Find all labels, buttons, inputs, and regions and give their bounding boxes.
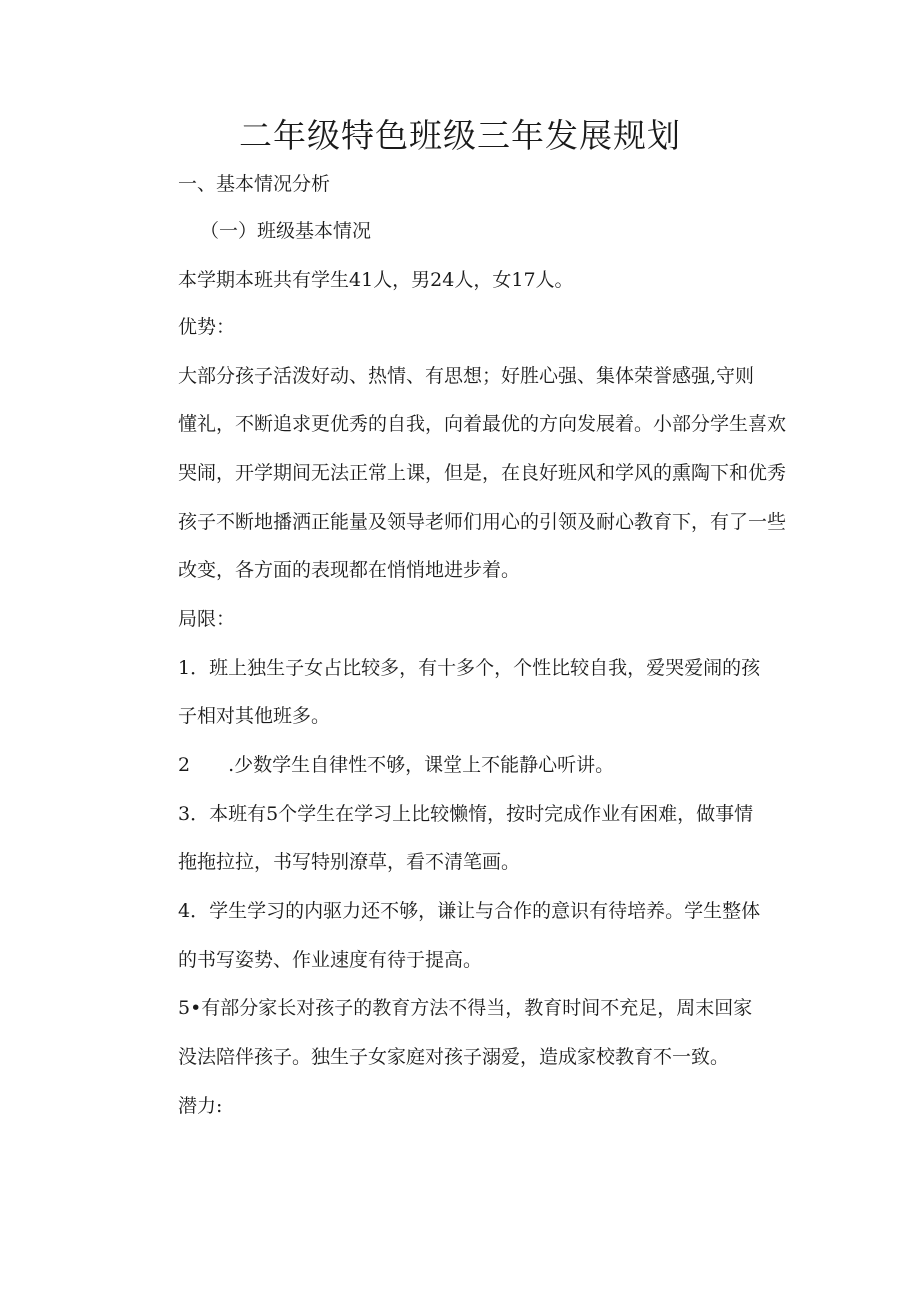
student-count-paragraph: 本学期本班共有学生41人，男24人，女17人。 <box>178 269 574 291</box>
potential-heading: 潜力: <box>178 1095 223 1117</box>
advantages-line-5: 改变，各方面的表现都在悄悄地进步着。 <box>178 559 521 581</box>
limit-1-line-2: 子相对其他班多。 <box>178 705 331 727</box>
limits-heading: 局限： <box>178 608 236 630</box>
limit-3-line-1: 3．本班有5个学生在学习上比较懒惰，按时完成作业有困难，做事情 <box>178 803 754 825</box>
advantages-line-2: 懂礼，不断追求更优秀的自我，向着最优的方向发展着。小部分学生喜欢 <box>178 413 787 435</box>
limit-3-line-2: 拖拖拉拉，书写特别潦草，看不清笔画。 <box>178 851 521 873</box>
subsection-heading-class-info: （一）班级基本情况 <box>200 220 372 242</box>
limit-5-line-1: 5•有部分家长对孩子的教育方法不得当，教育时间不充足，周末回家 <box>178 997 753 1019</box>
document-title: 二年级特色班级三年发展规划 <box>239 116 681 155</box>
limit-4-line-1: 4．学生学习的内驱力还不够，谦让与合作的意识有待培养。学生整体 <box>178 900 761 922</box>
advantages-heading: 优势： <box>178 316 236 338</box>
limit-1-line-1: 1．班上独生子女占比较多，有十多个，个性比较自我，爱哭爱闹的孩 <box>178 657 761 679</box>
limit-5-line-2: 没法陪伴孩子。独生子女家庭对孩子溺爱，造成家校教育不一致。 <box>178 1046 730 1068</box>
advantages-line-3: 哭闹，开学期间无法正常上课，但是，在良好班风和学风的熏陶下和优秀 <box>178 462 787 484</box>
limit-2-line: 2 .少数学生自律性不够，课堂上不能静心听讲。 <box>178 754 615 776</box>
advantages-line-1: 大部分孩子活泼好动、热情、有思想；好胜心强、集体荣誉感强,守则 <box>178 365 755 387</box>
section-heading-basic-analysis: 一、基本情况分析 <box>178 173 331 195</box>
advantages-line-4: 孩子不断地播洒正能量及领导老师们用心的引领及耐心教育下，有了一些 <box>178 511 787 533</box>
limit-4-line-2: 的书写姿势、作业速度有待于提高。 <box>178 949 483 971</box>
